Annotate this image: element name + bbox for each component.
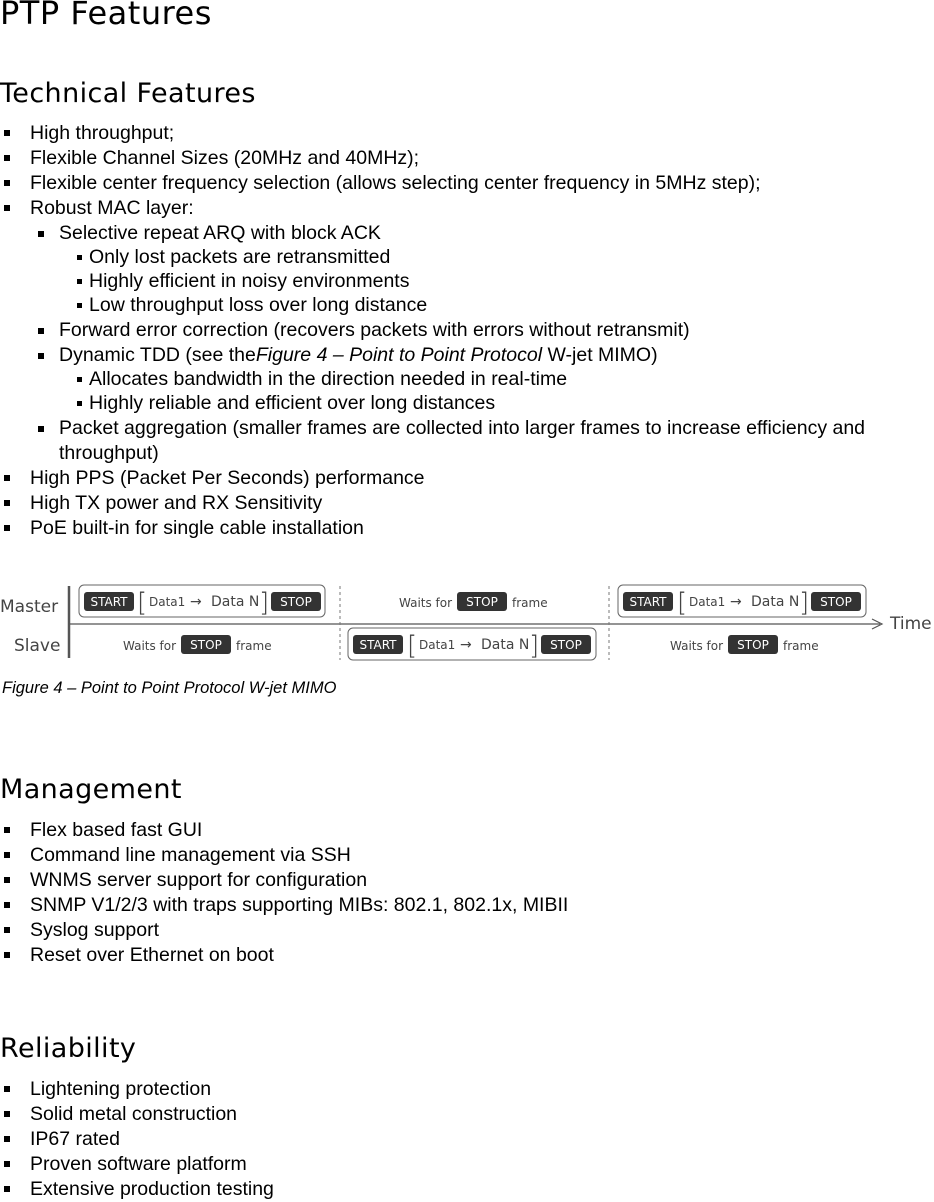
svg-text:Data1: Data1 (149, 595, 186, 609)
list-item: Only lost packets are retransmitted (89, 245, 390, 270)
bullet-icon (4, 1136, 10, 1142)
svg-text:Data N: Data N (211, 594, 260, 610)
list-item: PoE built-in for single cable installation (30, 516, 364, 541)
bullet-icon (38, 231, 44, 237)
list-item: Allocates bandwidth in the direction needed in real-time (89, 367, 567, 392)
bullet-icon (4, 205, 10, 211)
svg-text:[: [ (137, 588, 148, 618)
management-heading: Management (0, 774, 182, 805)
svg-text:STOP: STOP (737, 638, 769, 652)
list-item: High throughput; (30, 121, 174, 146)
bullet-icon (38, 426, 44, 432)
list-item: Flexible Channel Sizes (20MHz and 40MHz); (30, 146, 419, 171)
svg-text:Data1: Data1 (419, 638, 456, 652)
svg-text:]: ] (259, 588, 270, 618)
svg-text:STOP: STOP (550, 638, 582, 652)
svg-text:→: → (190, 594, 202, 610)
list-item: Reset over Ethernet on boot (30, 943, 274, 968)
list-item: Highly reliable and efficient over long distances (89, 391, 495, 416)
bullet-icon (4, 1111, 10, 1117)
bullet-icon (77, 279, 82, 284)
svg-text:Data N: Data N (481, 637, 530, 653)
svg-text:START: START (629, 595, 667, 609)
svg-text:Data N: Data N (751, 594, 800, 610)
list-item: Dynamic TDD (see theFigure 4 – Point to Point Protocol W-jet MIMO) (59, 343, 658, 368)
ptp-protocol-diagram (0, 580, 934, 666)
bullet-icon (4, 877, 10, 883)
list-item: Robust MAC layer: (30, 196, 194, 221)
bullet-icon (4, 155, 10, 161)
bullet-icon (4, 180, 10, 186)
svg-text:STOP: STOP (466, 595, 498, 609)
bullet-icon (4, 827, 10, 833)
list-item: Lightening protection (30, 1077, 211, 1102)
page-title: PTP Features (0, 0, 212, 32)
list-item: WNMS server support for configuration (30, 868, 367, 893)
bullet-icon (4, 1186, 10, 1192)
list-item: High PPS (Packet Per Seconds) performance (30, 466, 425, 491)
svg-text:[: [ (677, 588, 688, 618)
svg-text:START: START (90, 595, 128, 609)
list-item: Flex based fast GUI (30, 818, 202, 843)
svg-text:→: → (730, 594, 742, 610)
list-item: Command line management via SSH (30, 843, 351, 868)
list-item: Highly efficient in noisy environments (89, 269, 409, 294)
bullet-icon (4, 952, 10, 958)
svg-text:Waits for: Waits for (123, 639, 177, 653)
bullet-icon (4, 1161, 10, 1167)
list-item: Solid metal construction (30, 1102, 237, 1127)
figure-caption: Figure 4 – Point to Point Protocol W-jet MIMO (2, 679, 337, 697)
bullet-icon (4, 852, 10, 858)
bullet-icon (77, 377, 82, 382)
bullet-icon (4, 525, 10, 531)
list-item: Forward error correction (recovers packets with errors without retransmit) (59, 318, 690, 343)
list-item: IP67 rated (30, 1127, 120, 1152)
list-item: Proven software platform (30, 1152, 247, 1177)
bullet-icon (4, 927, 10, 933)
svg-text:Waits for: Waits for (670, 639, 724, 653)
list-item: Selective repeat ARQ with block ACK (59, 221, 381, 246)
list-item: Packet aggregation (smaller frames are collected into larger frames to increase efficiency and throughput) (59, 416, 929, 466)
list-item: Low throughput loss over long distance (89, 293, 427, 318)
svg-text:STOP: STOP (280, 595, 312, 609)
list-item: SNMP V1/2/3 with traps supporting MIBs: 802.1, 802.1x, MIBII (30, 893, 568, 918)
svg-text:]: ] (529, 631, 540, 661)
svg-text:Data1: Data1 (689, 595, 726, 609)
list-item: Syslog support (30, 918, 159, 943)
bullet-icon (4, 475, 10, 481)
svg-text:frame: frame (512, 596, 548, 610)
bullet-icon (4, 1086, 10, 1092)
slave-label: Slave (14, 636, 61, 656)
svg-text:frame: frame (783, 639, 819, 653)
bullet-icon (77, 401, 82, 406)
svg-text:[: [ (407, 631, 418, 661)
bullet-icon (38, 328, 44, 334)
svg-text:START: START (359, 638, 397, 652)
list-item: Extensive production testing (30, 1177, 274, 1202)
bullet-icon (77, 303, 82, 308)
figure-reference: Figure 4 – Point to Point Protocol (255, 344, 543, 366)
bullet-icon (77, 255, 82, 260)
list-item: Flexible center frequency selection (allows selecting center frequency in 5MHz step); (30, 171, 761, 196)
bullet-icon (4, 130, 10, 136)
bullet-icon (4, 902, 10, 908)
list-item: High TX power and RX Sensitivity (30, 491, 322, 516)
svg-text:STOP: STOP (190, 638, 222, 652)
svg-text:Waits for: Waits for (399, 596, 453, 610)
master-label: Master (0, 597, 59, 617)
svg-text:STOP: STOP (820, 595, 852, 609)
bullet-icon (38, 353, 44, 359)
svg-text:]: ] (799, 588, 810, 618)
technical-features-heading: Technical Features (0, 78, 256, 109)
reliability-heading: Reliability (0, 1033, 137, 1064)
bullet-icon (4, 500, 10, 506)
svg-text:→: → (460, 637, 472, 653)
time-label: Time (890, 614, 932, 634)
svg-text:frame: frame (236, 639, 272, 653)
